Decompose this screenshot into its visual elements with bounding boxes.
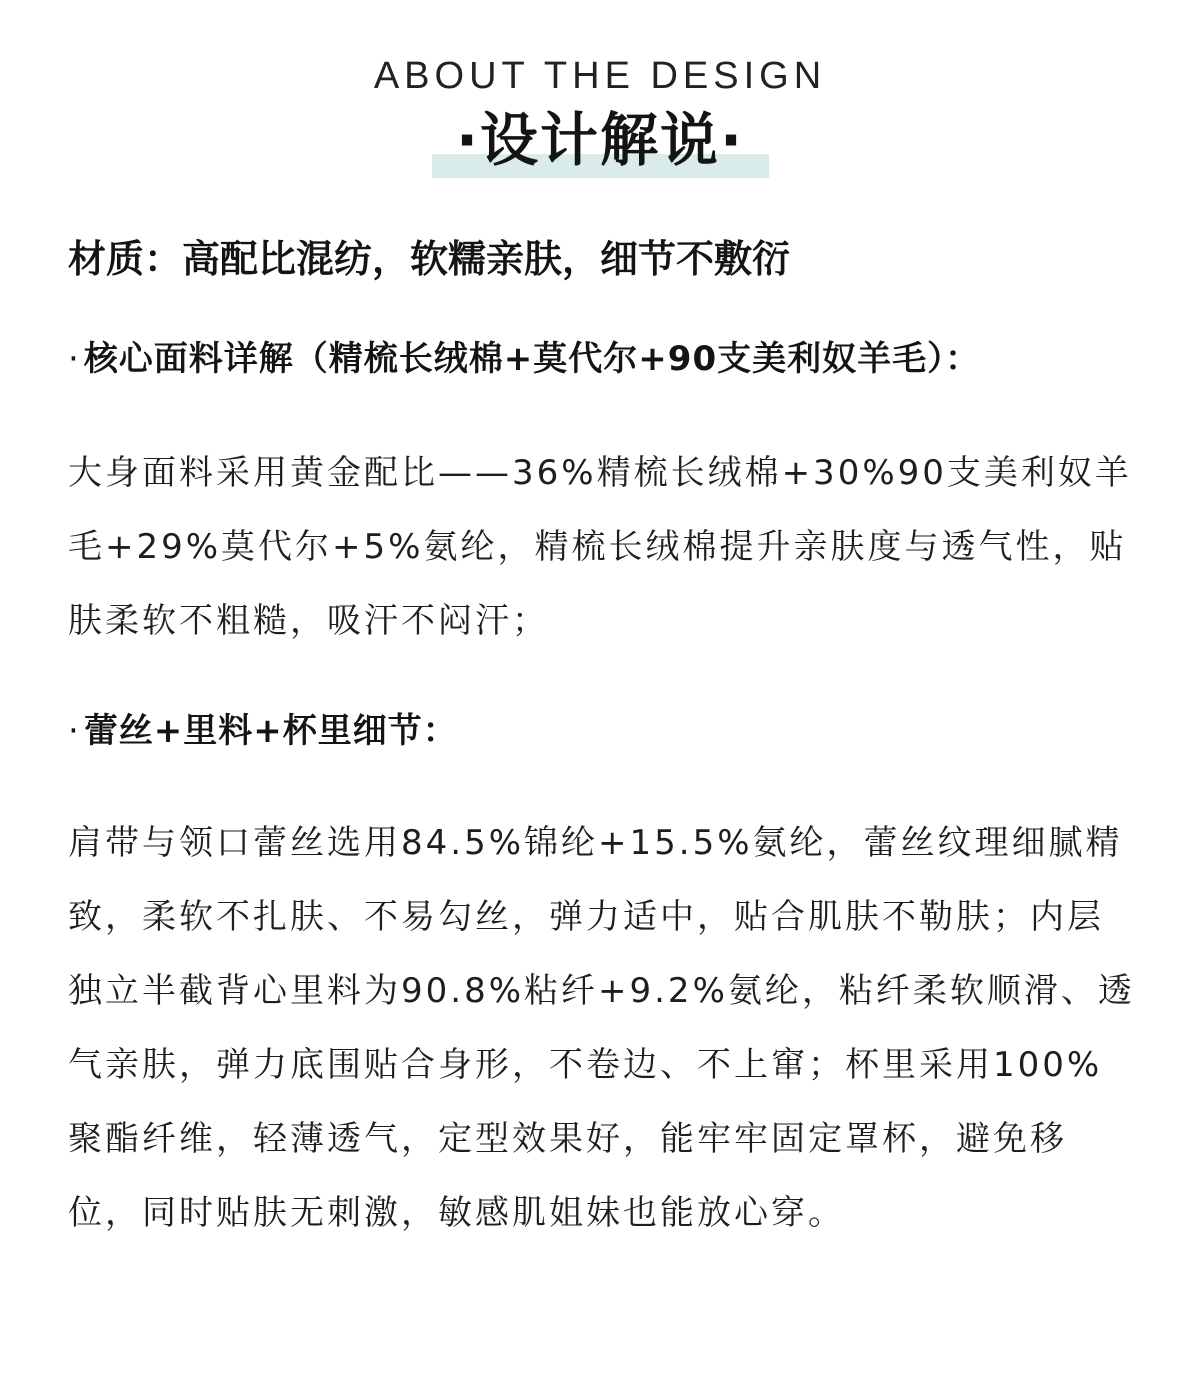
section-body-lace: 肩带与领口蕾丝选用84.5%锦纶+15.5%氨纶，蕾丝纹理细腻精致，柔软不扎肤、不易勾丝，弹力适中，贴合肌肤不勒肤；内层独立半截背心里料为90.8%粘纤+9.2%氨纶，粘纤柔软顺滑、透气亲肤，弹力底围贴合身形，不卷边、不上窜；杯里采用100%聚酯纤维，轻薄透气，定型效果好，能牢牢固定罩杯，避免移位，同时贴肤无刺激，敏感肌姐妹也能放心穿。 [68,823,1135,1233]
section-body-fabric: 大身面料采用黄金配比——36%精梳长绒棉+30%90支美利奴羊毛+29%莫代尔+5%氨纶，精梳长绒棉提升亲肤度与透气性，贴肤柔软不粗糙，吸汗不闷汗； [68,453,1132,641]
bullet-dot: · [68,711,80,751]
section-heading-lace [68,706,458,756]
title-block [0,100,1200,182]
page-title: ·设计解说· [455,106,745,174]
material-heading: 材质：高配比混纺，软糯亲肤，细节不敷衍 [68,237,791,281]
section-heading-label: 蕾丝+里料+杯里细节： [83,711,458,751]
section-heading-label: 核心面料详解（精梳长绒棉+莫代尔+90支美利奴羊毛）： [83,339,981,379]
subtitle-en: ABOUT THE DESIGN [373,55,827,97]
bullet-dot: · [68,339,80,379]
section-heading-fabric [68,334,980,384]
